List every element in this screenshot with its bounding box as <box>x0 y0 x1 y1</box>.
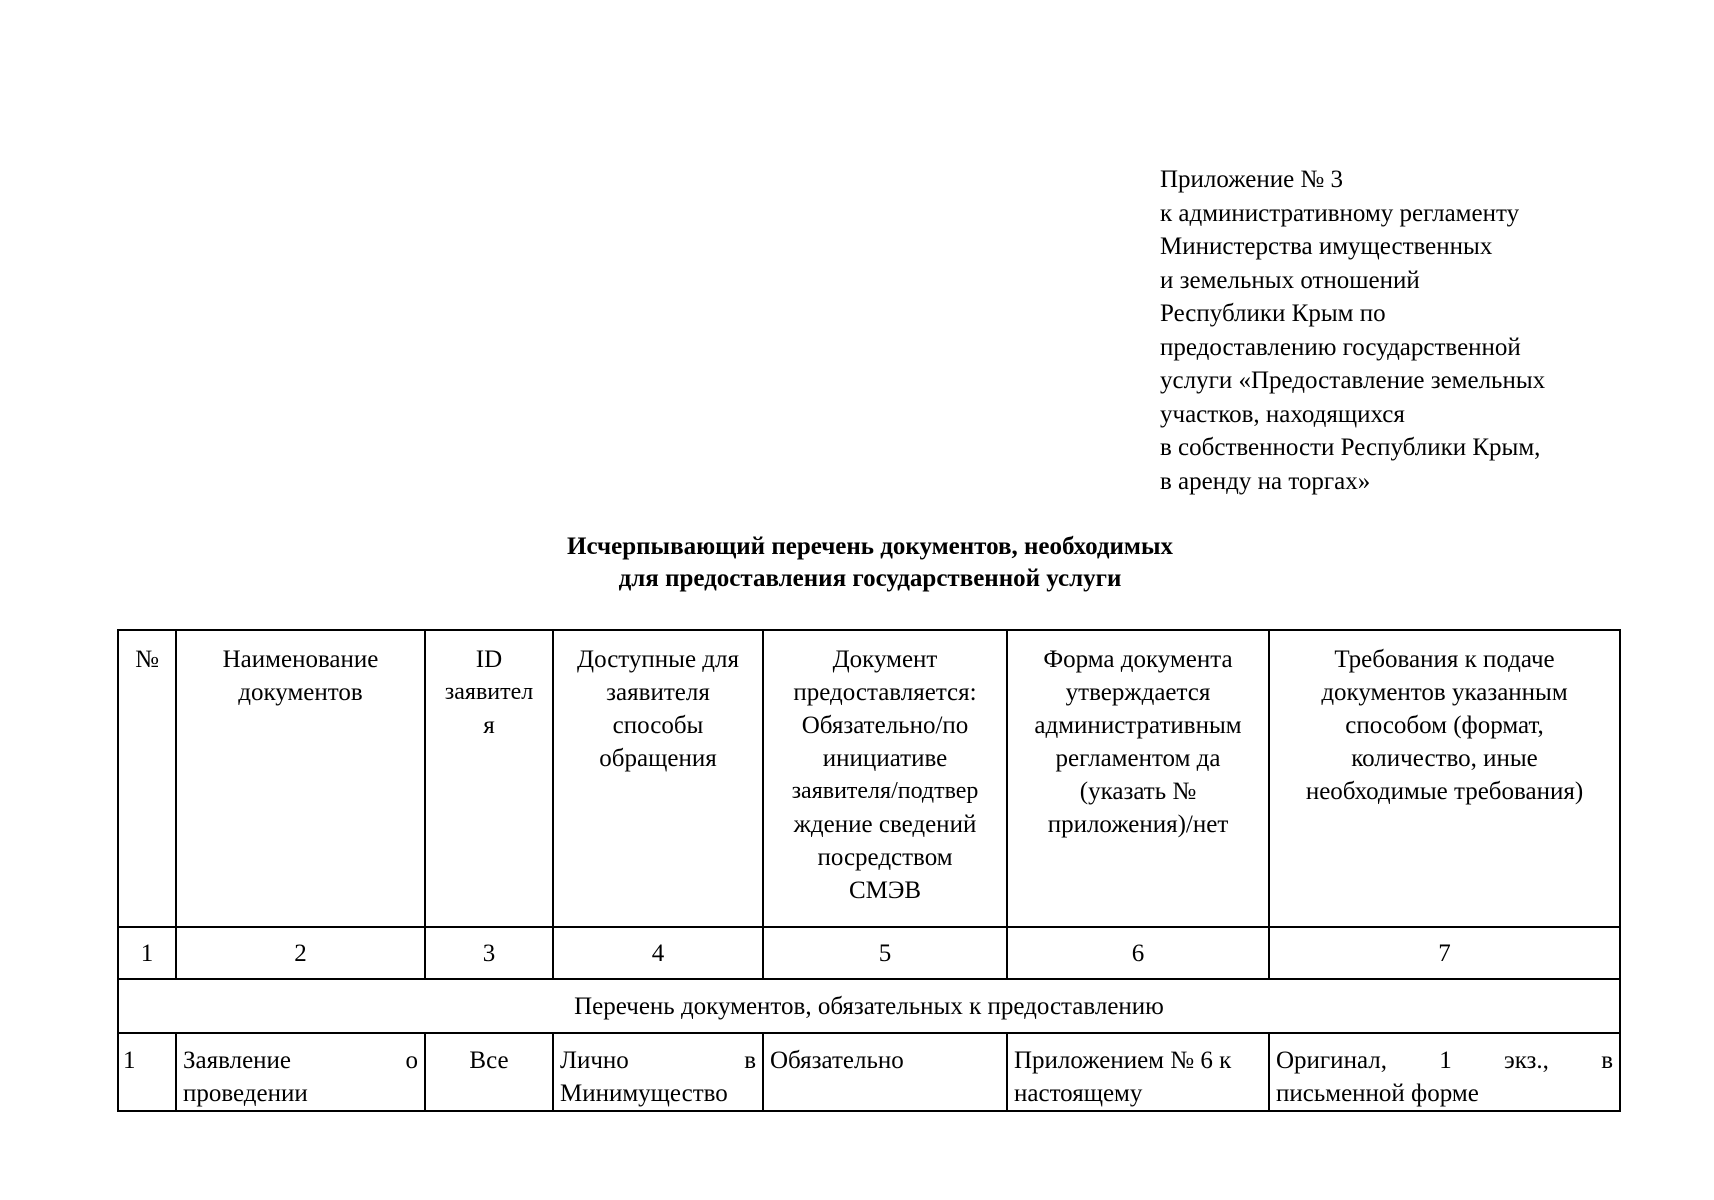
header-line: способы <box>612 712 704 739</box>
row-number: 1 <box>123 1047 136 1074</box>
header-line: способом (формат, <box>1345 712 1544 739</box>
table-row <box>118 1033 1620 1111</box>
header-line: приложения)/нет <box>1047 811 1229 838</box>
header-line: Документ <box>832 646 938 673</box>
column-number: 3 <box>425 927 553 979</box>
header-line: Форма документа <box>1043 646 1233 673</box>
header-cell-provision <box>763 630 1007 927</box>
header-line: Обязательно/по <box>801 712 969 739</box>
header-line: документов <box>238 679 363 706</box>
appendix-block <box>1160 163 1660 498</box>
column-number: 7 <box>1269 927 1620 979</box>
header-line: административным <box>1034 712 1242 739</box>
column-number: 1 <box>118 927 176 979</box>
documents-table <box>117 629 1621 1112</box>
header-cell-document-name <box>176 630 425 927</box>
header-line: документов указанным <box>1321 679 1568 706</box>
requirements-line: письменной форме <box>1276 1080 1479 1107</box>
row-number-cell <box>118 1033 176 1111</box>
column-number: 5 <box>763 927 1007 979</box>
column-number: 6 <box>1007 927 1269 979</box>
header-line: Наименование <box>222 646 379 673</box>
header-line: предоставляется: <box>793 679 977 706</box>
column-number-row <box>118 927 1620 979</box>
header-cell-applicant-id <box>425 630 553 927</box>
table-header-row <box>118 630 1620 927</box>
requirements-cell <box>1269 1033 1620 1111</box>
header-line: Доступные для <box>577 646 739 673</box>
appendix-line: услуги «Предоставление земельных <box>1160 367 1546 394</box>
applicant-id-cell <box>425 1033 553 1111</box>
provision-cell <box>763 1033 1007 1111</box>
section-row <box>118 979 1620 1033</box>
request-method-cell <box>553 1033 763 1111</box>
header-line: утверждается <box>1065 679 1211 706</box>
header-line: необходимые требования) <box>1305 778 1584 805</box>
header-line: заявителя <box>606 679 710 706</box>
document-title <box>0 531 1714 595</box>
appendix-line: Приложение № 3 <box>1160 166 1344 193</box>
header-line: заявителя/подтвер <box>791 778 979 804</box>
requirements-line: Оригинал, 1 экз., в <box>1276 1047 1613 1074</box>
column-number: 4 <box>553 927 763 979</box>
document-form-cell <box>1007 1033 1269 1111</box>
appendix-line: в собственности Республики Крым, <box>1160 434 1541 461</box>
header-line: обращения <box>599 745 717 772</box>
header-cell-document-form <box>1007 630 1269 927</box>
header-line: посредством <box>817 844 953 871</box>
header-line: СМЭВ <box>848 877 922 904</box>
header-line: ID <box>475 646 503 673</box>
header-line: № <box>135 646 159 673</box>
header-line: заявител <box>444 679 534 705</box>
document-title-line2: для предоставления государственной услуги <box>618 565 1122 592</box>
appendix-line: к административному регламенту <box>1160 199 1520 227</box>
appendix-line: участков, находящихся <box>1160 400 1405 428</box>
document-name-cell <box>176 1033 425 1111</box>
header-line: инициативе <box>822 745 948 772</box>
appendix-line: Республики Крым по <box>1160 300 1386 327</box>
appendix-line: предоставлению государственной <box>1160 333 1521 361</box>
column-number: 2 <box>176 927 425 979</box>
appendix-line: и земельных отношений <box>1160 266 1420 294</box>
header-cell-number <box>118 630 176 927</box>
header-line: ждение сведений <box>793 811 977 838</box>
document-name-line: проведении <box>183 1080 308 1107</box>
section-title: Перечень документов, обязательных к предоставлению <box>118 979 1620 1033</box>
appendix-line: в аренду на торгах» <box>1160 467 1371 495</box>
request-method-line: Минимущество <box>560 1080 728 1107</box>
document-title-line1: Исчерпывающий перечень документов, необходимых <box>567 533 1173 560</box>
header-cell-requirements <box>1269 630 1620 927</box>
header-line: количество, иные <box>1351 745 1538 772</box>
header-line: регламентом да <box>1055 745 1221 772</box>
document-name-line: Заявление о <box>183 1047 418 1074</box>
header-line: я <box>483 712 495 739</box>
applicant-id: Все <box>469 1047 509 1074</box>
header-line: Требования к подаче <box>1334 646 1555 673</box>
request-method-line: Лично в <box>560 1047 756 1074</box>
document-form-line: Приложением № 6 к <box>1014 1047 1232 1074</box>
provision-value: Обязательно <box>770 1047 904 1074</box>
header-line: (указать № <box>1079 778 1197 805</box>
document-form-line: настоящему <box>1014 1080 1143 1107</box>
appendix-line: Министерства имущественных <box>1160 233 1493 260</box>
header-cell-request-methods <box>553 630 763 927</box>
